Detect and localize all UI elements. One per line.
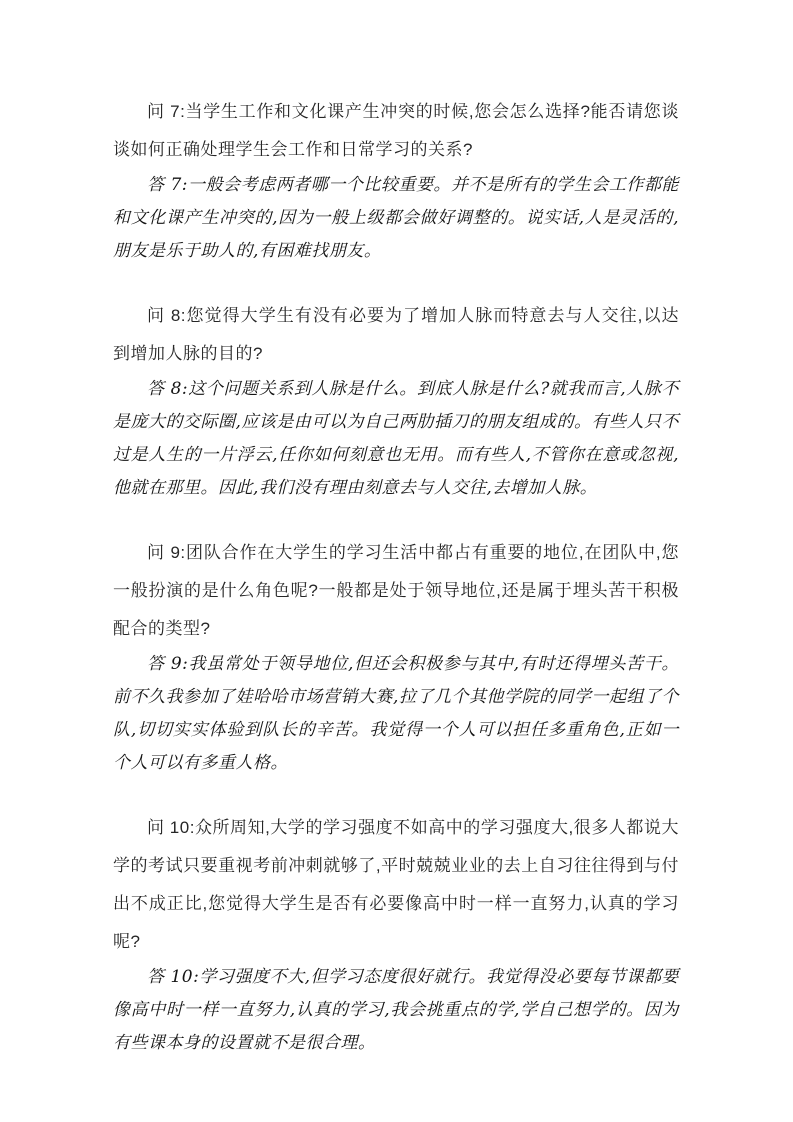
qa-section-7 [113, 93, 679, 268]
question-paragraph-8: 问 8:您觉得大学生有没有必要为了增加人脉而特意去与人交往,以达到增加人脉的目的? [113, 306, 679, 363]
qa-section-9 [113, 534, 679, 780]
answer-paragraph-7: 答 7:一般会考虑两者哪一个比较重要。并不是所有的学生会工作都能和文化课产生冲突的,因为一般上级都会做好调整的。说实话,人是灵活的,朋友是乐于助人的,有困难找朋友。 [113, 175, 679, 261]
answer-paragraph-9: 答 9:我虽常处于领导地位,但还会积极参与其中,有时还得埋头苦干。前不久我参加了娃哈哈市场营销大赛,拉了几个其他学院的同学一起组了个队,切切实实体验到队长的辛苦。我觉得一个人可以担任多重角色,正如一个人可以有多重人格。 [113, 654, 679, 773]
answer-paragraph-10: 答 10:学习强度不大,但学习态度很好就行。我觉得没必要每节课都要像高中时一样一直努力,认真的学习,我会挑重点的学,学自己想学的。因为有些课本身的设置就不是很合理。 [113, 967, 679, 1053]
question-paragraph-7: 问 7:当学生工作和文化课产生冲突的时候,您会怎么选择?能否请您谈谈如何正确处理学生会工作和日常学习的关系? [113, 102, 679, 159]
qa-section-8 [113, 297, 679, 505]
qa-section-10 [113, 809, 679, 1060]
question-paragraph-9: 问 9:团队合作在大学生的学习生活中都占有重要的地位,在团队中,您一般扮演的是什么角色呢?一般都是处于领导地位,还是属于埋头苦干积极配合的类型? [113, 543, 679, 638]
question-paragraph-10: 问 10:众所周知,大学的学习强度不如高中的学习强度大,很多人都说大学的考试只要重视考前冲刺就够了,平时兢兢业业的去上自习往往得到与付出不成正比,您觉得大学生是否有必要像高中时一样一直努力,认真的学习呢? [113, 818, 679, 951]
answer-paragraph-8: 答 8:这个问题关系到人脉是什么。到底人脉是什么?就我而言,人脉不是庞大的交际圈,应该是由可以为自己两肋插刀的朋友组成的。有些人只不过是人生的一片浮云,任你如何刻意也无用。而有些人,不管你在意或忽视,他就在那里。因此,我们没有理由刻意去与人交往,去增加人脉。 [113, 379, 679, 498]
